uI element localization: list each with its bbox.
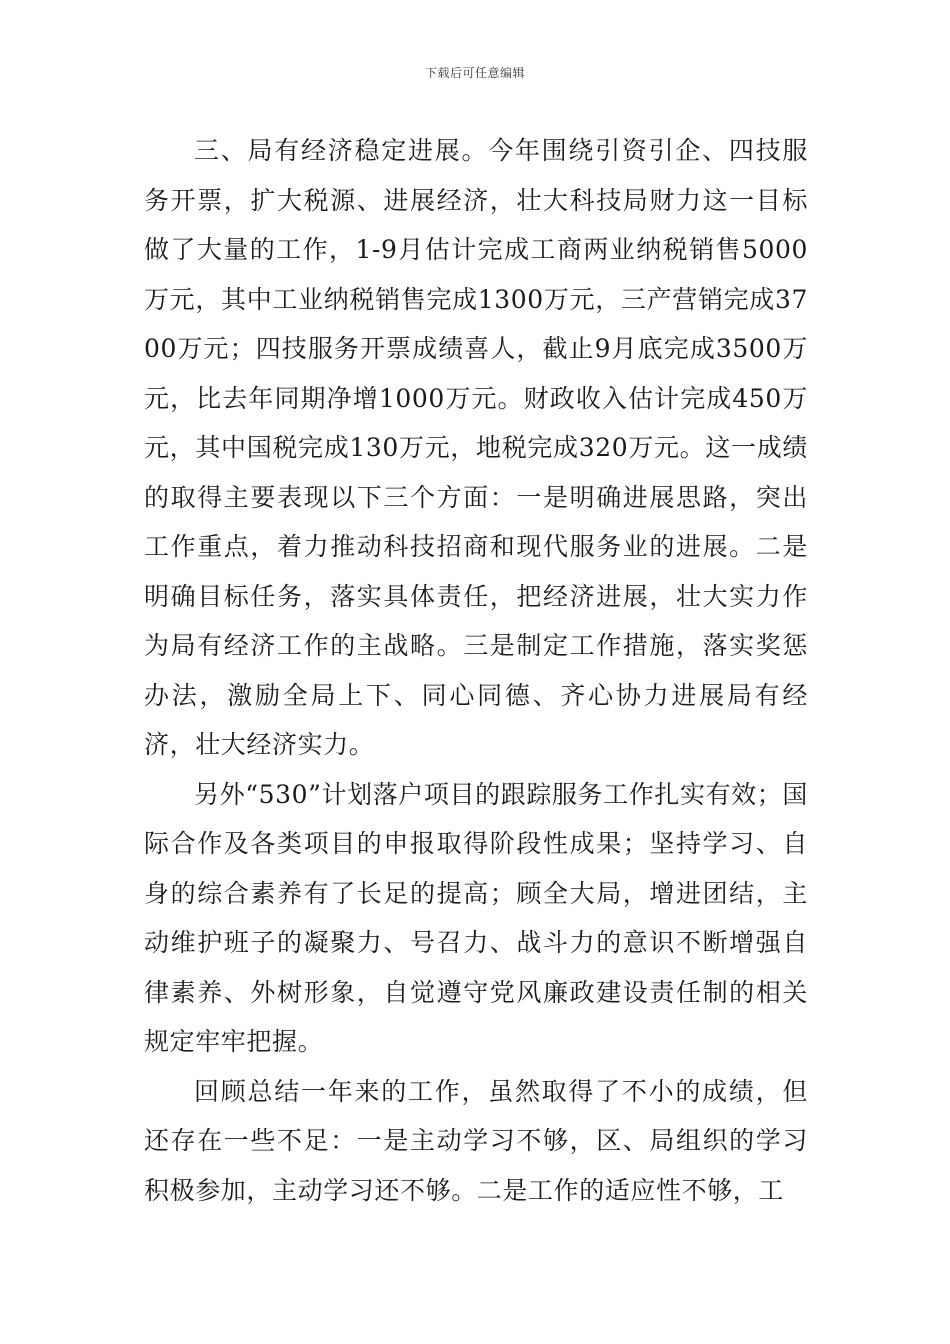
- paragraph-review: 回顾总结一年来的工作，虽然取得了不小的成绩，但还存在一些不足：一是主动学习不够，区、局组织的学习积极参加，主动学习还不够。二是工作的适应性不够，工: [144, 1076, 808, 1205]
- paragraph-530-plan: 另外“530”计划落户项目的跟踪服务工作扎实有效；国际合作及各类项目的申报取得阶段性成果；坚持学习、自身的综合素养有了长足的提高；顾全大局，增进团结，主动维护班子的凝聚力、号召力、战斗力的意识不断增强自律素养、外树形象，自觉遵守党风廉政建设责任制的相关规定牢牢把握。: [144, 779, 808, 1056]
- document-body: [144, 126, 808, 1215]
- page-header-note: 下载后可任意编辑: [424, 66, 525, 80]
- paragraph-economy: 三、局有经济稳定进展。今年围绕引资引企、四技服务开票，扩大税源、进展经济，壮大科技局财力这一目标做了大量的工作，1-9月估计完成工商两业纳税销售5000万元，其中工业纳税销售完成1300万元，三产营销完成3700万元；四技服务开票成绩喜人，截止9月底完成3500万元，比去年同期净增1000万元。财政收入估计完成450万元，其中国税完成130万元，地税完成320万元。这一成绩的取得主要表现以下三个方面：一是明确进展思路，突出工作重点，着力推动科技招商和现代服务业的进展。二是明确目标任务，落实具体责任，把经济进展，壮大实力作为局有经济工作的主战略。三是制定工作措施，落实奖惩办法，激励全局上下、同心同德、齐心协力进展局有经济，壮大经济实力。: [144, 136, 808, 759]
